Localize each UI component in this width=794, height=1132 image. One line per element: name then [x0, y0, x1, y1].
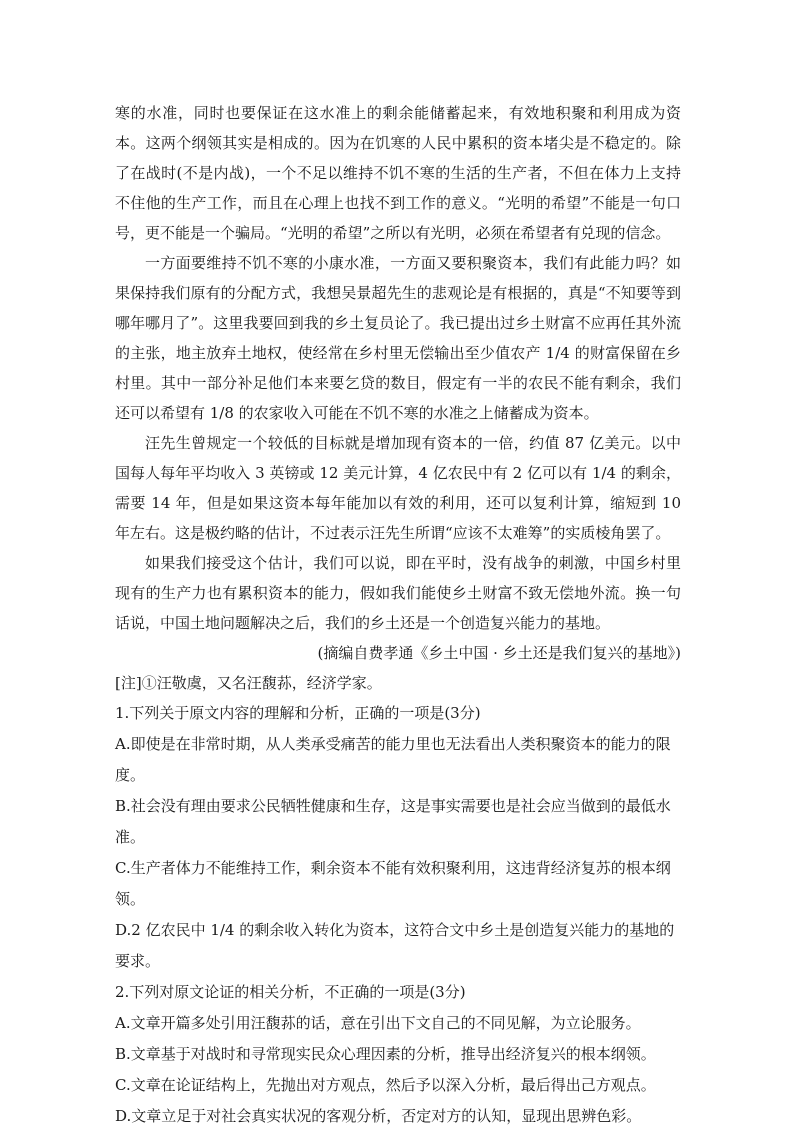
passage-paragraph-3: 汪先生曾规定一个较低的目标就是增加现有资本的一倍，约值 87 亿美元。以中国每人每年平均收入 3 英镑或 12 美元计算，4 亿农民中有 2 亿可以有 1/4 的剩余，需要 14 年，但是如果这资本每年能加以有效的利用，还可以复利计算，缩短到 10 年左右。这是极约略的估计，不过表示汪先生所谓“应该不太难筹”的实质棱角罢了。: [115, 434, 681, 542]
question-stem: 1.下列关于原文内容的理解和分析，正确的一项是(3分): [115, 704, 481, 722]
passage-paragraph-4: 如果我们接受这个估计，我们可以说，即在平时，没有战争的刺激，中国乡村里现有的生产力也有累积资本的能力，假如我们能使乡土财富不致无偿地外流。换一句话说，中国土地问题解决之后，我们的乡土还是一个创造复兴能力的基地。: [115, 554, 681, 632]
passage-source: (摘编自费孝通《乡土中国 · 乡土还是我们复兴的基地》): [317, 644, 681, 662]
option-a: A.文章开篇多处引用汪馥荪的话，意在引出下文自己的不同见解，为立论服务。: [115, 1014, 641, 1032]
question-stem: 2.下列对原文论证的相关分析，不正确的一项是(3分): [115, 983, 466, 1001]
option-c: C.生产者体力不能维持工作，剩余资本不能有效积聚利用，这违背经济复苏的根本纲领。: [115, 859, 671, 908]
passage-paragraph-2: 一方面要维持不饥不寒的小康水准，一方面又要积聚资本，我们有此能力吗？如果保持我们原有的分配方式，我想吴景超先生的悲观论是有根据的，真是“不知要等到哪年哪月了”。这里我要回到我的乡土复员论了。我已提出过乡土财富不应再任其外流的主张，地主放弃土地权，使经常在乡村里无偿输出至少值农产 1/4 的财富保留在乡村里。其中一部分补足他们本来要乞贷的数目，假定有一半的农民不能有剩余，我们还可以希望有 1/8 的农家收入可能在不饥不寒的水准之上储蓄成为资本。: [115, 254, 681, 422]
question-1: [115, 698, 681, 977]
passage-paragraph-1: 寒的水准，同时也要保证在这水准上的剩余能储蓄起来，有效地积聚和利用成为资本。这两个纲领其实是相成的。因为在饥寒的人民中累积的资本堵尖是不稳定的。除了在战时(不是内战)，一个不足以维持不饥不寒的生活的生产者，不但在体力上支持不住他的生产工作，而且在心理上也找不到工作的意义。“光明的希望”不能是一句口号，更不能是一个骗局。“光明的希望”之所以有光明，必须在希望者有兑现的信念。: [115, 104, 681, 242]
option-b: B.社会没有理由要求公民牺牲健康和生存，这是事实需要也是社会应当做到的最低水准。: [115, 797, 671, 846]
exam-page: [115, 98, 681, 1132]
option-c: C.文章在论证结构上，先抛出对方观点，然后予以深入分析，最后得出己方观点。: [115, 1076, 656, 1094]
option-d: D.文章立足于对社会真实状况的客观分析，否定对方的认知，显现出思辨色彩。: [115, 1107, 642, 1125]
option-b: B.文章基于对战时和寻常现实民众心理因素的分析，推导出经济复兴的根本纲领。: [115, 1045, 656, 1063]
passage-note: [注]①汪敬虞，又名汪馥荪，经济学家。: [115, 674, 382, 692]
option-a: A.即使是在非常时期，从人类承受痛苦的能力里也无法看出人类积聚资本的能力的限度。: [115, 735, 671, 784]
option-d: D.2 亿农民中 1/4 的剩余收入转化为资本，这符合文中乡土是创造复兴能力的基地的要求。: [115, 921, 675, 970]
question-2: [115, 977, 681, 1132]
